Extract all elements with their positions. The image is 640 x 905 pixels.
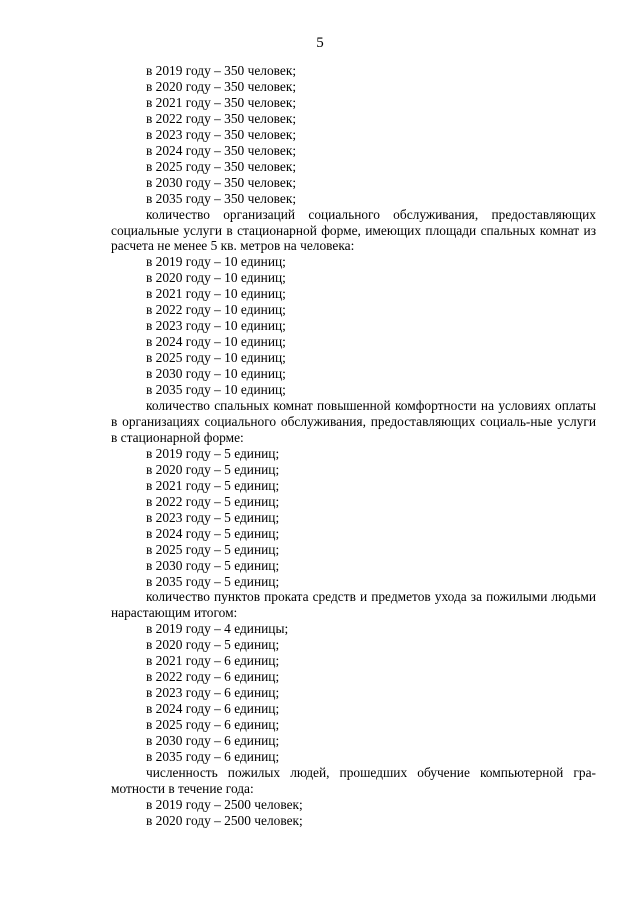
indicator-value-line: в 2030 году – 350 человек; xyxy=(146,174,297,190)
indicator-value-line: в 2019 году – 350 человек; xyxy=(146,63,297,78)
indicator-value-line: в 2024 году – 5 единиц; xyxy=(146,525,280,541)
indicator-value-line: в 2035 году – 6 единиц; xyxy=(146,748,280,764)
page-number: 5 xyxy=(316,35,324,51)
indicator-value-line: в 2021 году – 10 единиц; xyxy=(146,286,286,302)
indicator-value-line: в 2025 году – 6 единиц; xyxy=(146,717,280,733)
indicator-value-line: в 2021 году – 350 человек; xyxy=(146,94,297,110)
indicator-heading: количество пунктов проката средств и предметов ухода за пожилыми людьми нарастающим итогом: xyxy=(111,589,596,621)
indicator-value-line: в 2019 году – 5 единиц; xyxy=(146,445,280,461)
indicator-value-line: в 2030 году – 10 единиц; xyxy=(146,366,286,382)
indicator-value-line: в 2020 году – 5 единиц; xyxy=(146,637,280,653)
indicator-value-line: в 2020 году – 5 единиц; xyxy=(146,461,280,477)
indicator-heading: численность пожилых людей, прошедших обучение компьютерной гра-мотности в течение года: xyxy=(111,764,596,796)
indicator-value-line: в 2019 году – 4 единицы; xyxy=(146,621,289,637)
indicator-value-line: в 2035 году – 350 человек; xyxy=(146,190,297,206)
indicator-value-line: в 2022 году – 5 единиц; xyxy=(146,493,280,509)
indicator-value-line: в 2023 году – 5 единиц; xyxy=(146,509,280,525)
indicator-value-line: в 2022 году – 6 единиц; xyxy=(146,669,280,685)
indicator-value-line: в 2023 году – 10 единиц; xyxy=(146,318,286,334)
indicator-heading: количество организаций социального обслуживания, предоставляющих социальные услуги в стационарной форме, имеющих площади спальных комнат из расчета не менее 5 кв. метров на человека: xyxy=(111,206,596,254)
indicator-value-line: в 2025 году – 5 единиц; xyxy=(146,541,280,557)
indicator-value-line: в 2030 году – 5 единиц; xyxy=(146,557,280,573)
indicator-value-line: в 2022 году – 350 человек; xyxy=(146,110,297,126)
indicator-value-line: в 2021 году – 6 единиц; xyxy=(146,653,280,669)
indicator-value-line: в 2020 году – 350 человек; xyxy=(146,78,297,94)
indicator-value-line: в 2025 году – 10 единиц; xyxy=(146,350,286,366)
indicator-value-line: в 2035 году – 10 единиц; xyxy=(146,382,286,398)
indicator-value-line: в 2023 году – 350 человек; xyxy=(146,126,297,142)
indicator-heading: количество спальных комнат повышенной комфортности на условиях оплаты в организациях социального обслуживания, предоставляющих социаль-ные услуги в стационарной форме: xyxy=(111,398,596,445)
indicator-value-line: в 2022 году – 10 единиц; xyxy=(146,302,286,318)
document-body xyxy=(111,63,596,829)
indicator-value-line: в 2024 году – 350 человек; xyxy=(146,142,297,158)
indicator-value-line: в 2024 году – 10 единиц; xyxy=(146,334,286,350)
indicator-value-line: в 2025 году – 350 человек; xyxy=(146,158,297,174)
indicator-value-line: в 2023 году – 6 единиц; xyxy=(146,685,280,701)
indicator-value-line: в 2021 году – 5 единиц; xyxy=(146,477,280,493)
indicator-value-line: в 2020 году – 10 единиц; xyxy=(146,270,286,286)
indicator-value-line: в 2024 году – 6 единиц; xyxy=(146,701,280,717)
indicator-value-line: в 2019 году – 2500 человек; xyxy=(146,796,303,812)
indicator-value-line: в 2019 году – 10 единиц; xyxy=(146,254,286,270)
indicator-value-line: в 2020 году – 2500 человек; xyxy=(146,812,303,828)
indicator-value-line: в 2035 году – 5 единиц; xyxy=(146,573,280,589)
indicator-value-line: в 2030 году – 6 единиц; xyxy=(146,733,280,749)
